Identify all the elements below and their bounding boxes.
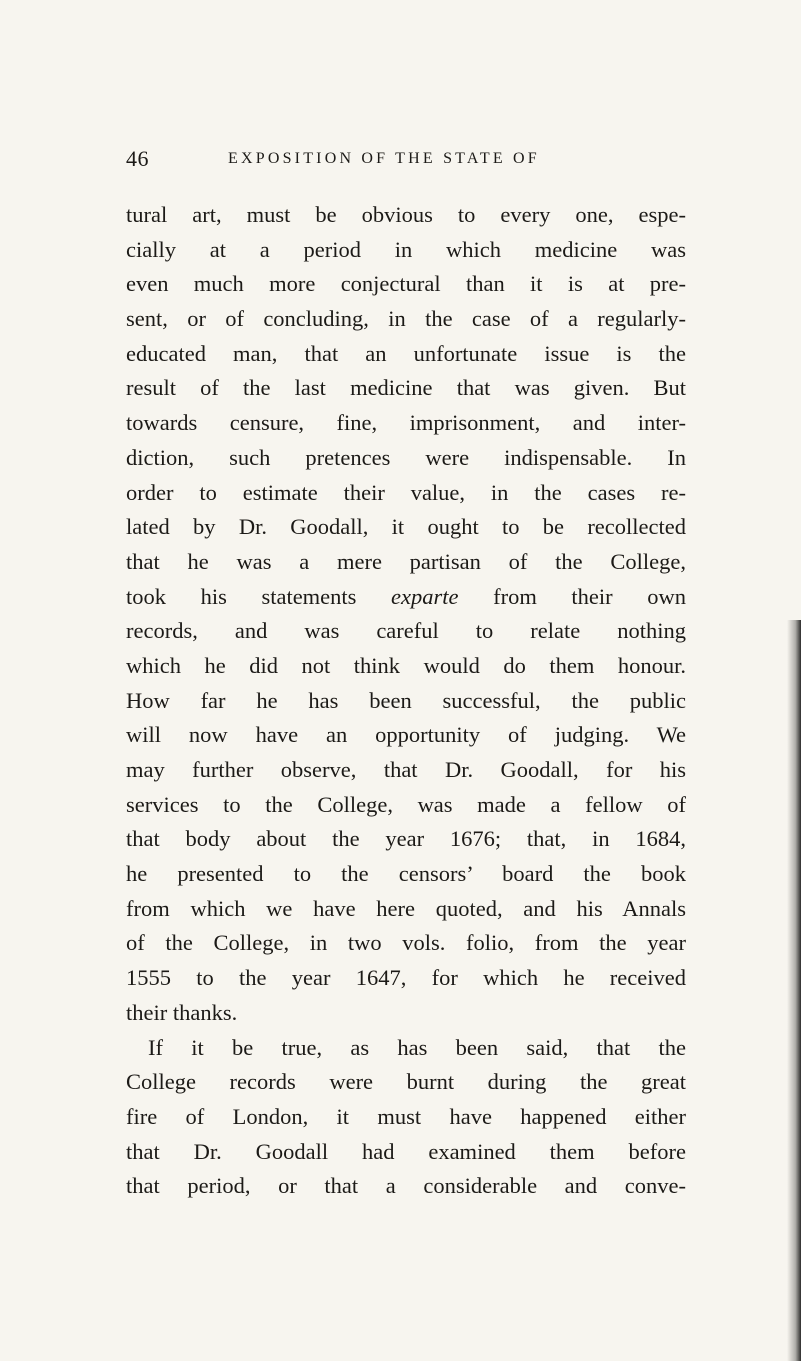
text-line: even much more conjectural than it is at pre- — [126, 271, 686, 297]
text-segment: from their own — [458, 583, 686, 609]
text-line: will now have an opportunity of judging. We — [126, 722, 686, 748]
text-line: of the College, in two vols. folio, from the year — [126, 930, 686, 956]
text-line-with-italic — [126, 580, 686, 615]
text-line: How far he has been successful, the public — [126, 687, 686, 713]
text-line: that body about the year 1676; that, in 1684, — [126, 826, 686, 852]
text-line: he presented to the censors’ board the book — [126, 861, 686, 887]
text-line: that he was a mere partisan of the College, — [126, 548, 686, 574]
text-line: which he did not think would do them honour. — [126, 652, 686, 678]
body-text — [126, 198, 686, 1204]
italic-term: exparte — [391, 583, 459, 609]
text-line: services to the College, was made a fellow of — [126, 791, 686, 817]
text-line: 1555 to the year 1647, for which he received — [126, 965, 686, 991]
text-line: order to estimate their value, in the cases re- — [126, 479, 686, 505]
text-line: towards censure, fine, imprisonment, and inter- — [126, 410, 686, 436]
text-line: cially at a period in which medicine was — [126, 236, 686, 262]
text-line: may further observe, that Dr. Goodall, for his — [126, 757, 686, 782]
running-head — [126, 146, 686, 176]
text-line: lated by Dr. Goodall, it ought to be recollected — [126, 514, 686, 540]
text-line: records, and was careful to relate nothing — [126, 618, 686, 644]
running-title: EXPOSITION OF THE STATE OF — [228, 150, 540, 167]
text-line: fire of London, it must have happened either — [126, 1103, 686, 1129]
text-line: educated man, that an unfortunate issue is the — [126, 340, 686, 366]
text-line: If it be true, as has been said, that the — [148, 1034, 686, 1060]
text-line: from which we have here quoted, and his Annals — [126, 895, 686, 921]
text-segment: took his statements — [126, 583, 392, 609]
page-number: 46 — [126, 146, 149, 171]
text-line: that period, or that a considerable and conve- — [126, 1173, 686, 1199]
text-line: tural art, must be obvious to every one, espe- — [126, 202, 686, 227]
text-line: diction, such pretences were indispensable. In — [126, 444, 686, 470]
text-line: their thanks. — [126, 999, 238, 1025]
text-line: that Dr. Goodall had examined them before — [126, 1138, 686, 1164]
page-edge-shadow — [787, 620, 801, 1361]
text-line: result of the last medicine that was given. But — [126, 375, 686, 401]
text-line: College records were burnt during the great — [126, 1069, 686, 1095]
text-line: sent, or of concluding, in the case of a regularly- — [126, 306, 686, 332]
